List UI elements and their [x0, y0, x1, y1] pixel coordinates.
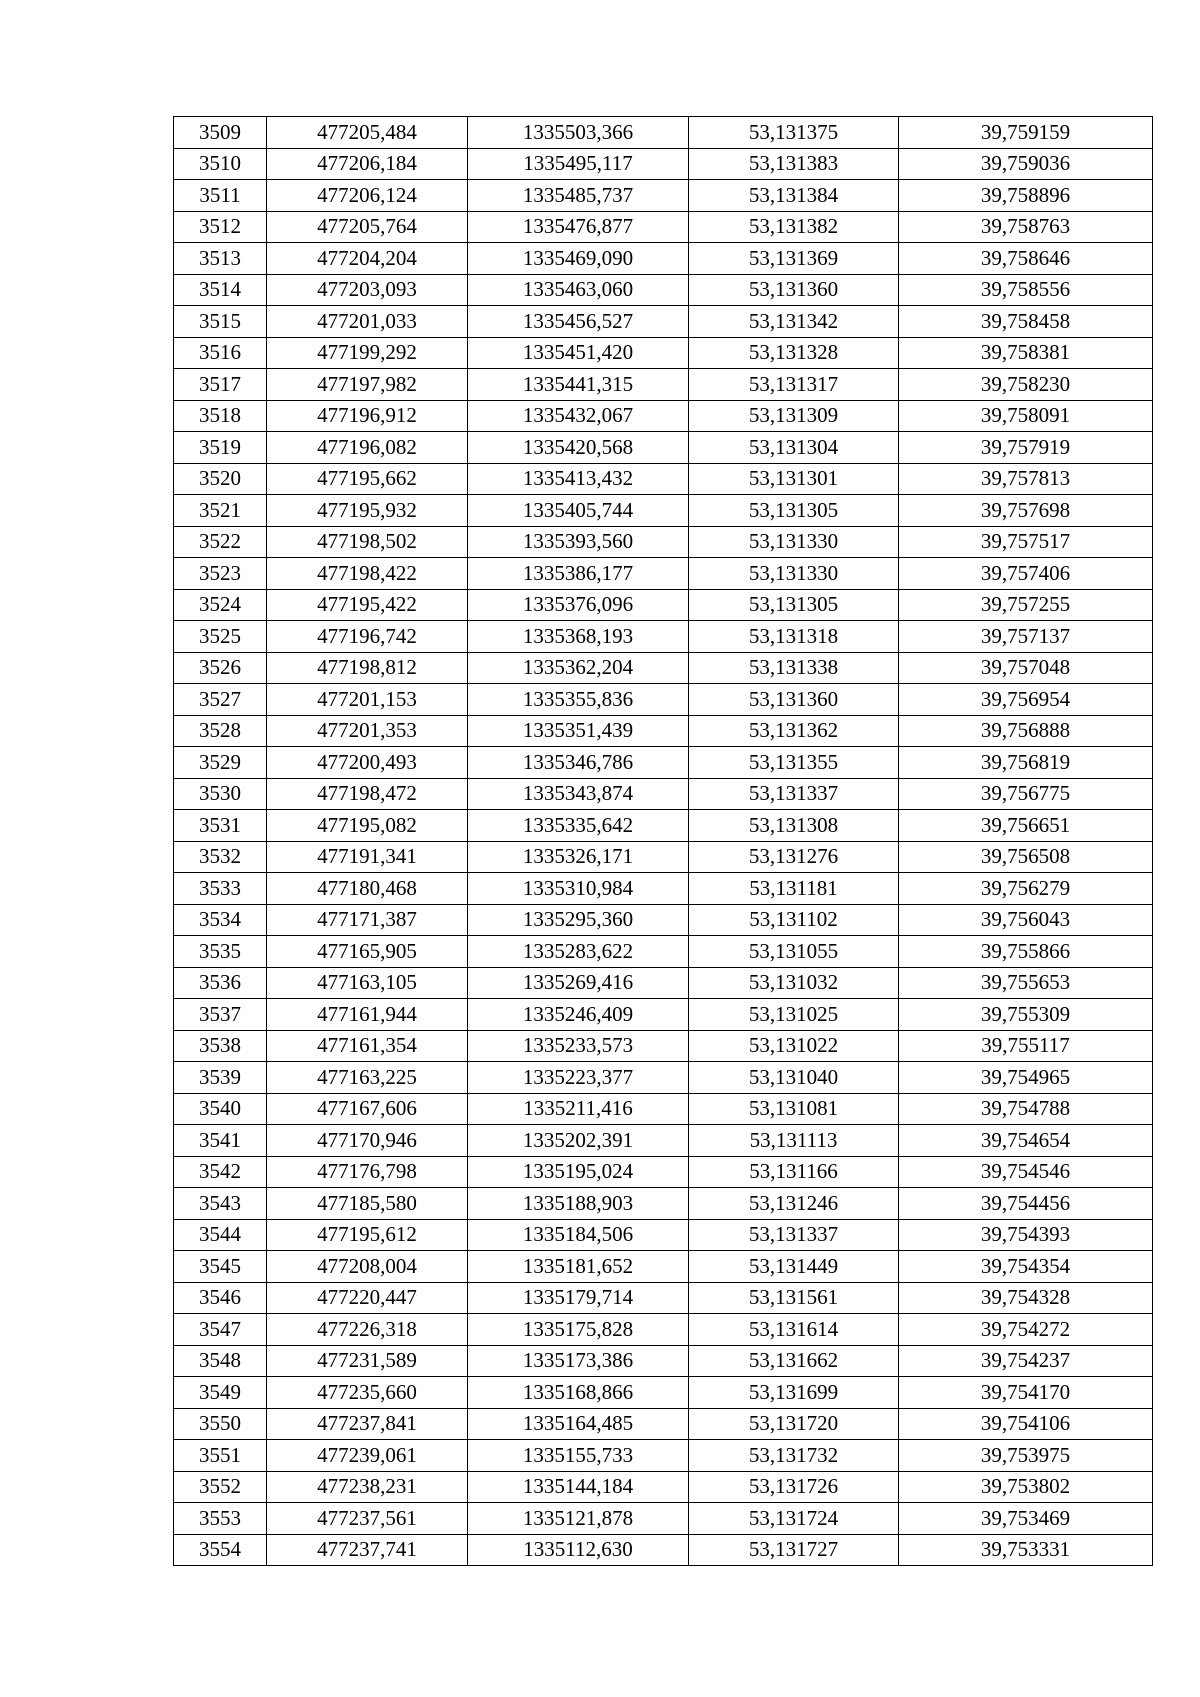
longitude-cell: 39,758896 — [899, 180, 1153, 212]
x-coordinate-cell: 477165,905 — [267, 936, 468, 968]
table-row — [174, 1125, 1153, 1157]
point-number-cell: 3554 — [174, 1534, 267, 1566]
x-coordinate-cell: 477191,341 — [267, 841, 468, 873]
longitude-cell: 39,757406 — [899, 558, 1153, 590]
latitude-cell: 53,131342 — [689, 306, 899, 338]
table-row — [174, 589, 1153, 621]
point-number-cell: 3541 — [174, 1125, 267, 1157]
y-coordinate-cell: 1335351,439 — [468, 715, 689, 747]
table-row — [174, 747, 1153, 779]
point-number-cell: 3525 — [174, 621, 267, 653]
table-row — [174, 1534, 1153, 1566]
longitude-cell: 39,757048 — [899, 652, 1153, 684]
x-coordinate-cell: 477180,468 — [267, 873, 468, 905]
latitude-cell: 53,131369 — [689, 243, 899, 275]
table-row — [174, 243, 1153, 275]
longitude-cell: 39,753975 — [899, 1440, 1153, 1472]
longitude-cell: 39,756508 — [899, 841, 1153, 873]
y-coordinate-cell: 1335393,560 — [468, 526, 689, 558]
latitude-cell: 53,131362 — [689, 715, 899, 747]
y-coordinate-cell: 1335485,737 — [468, 180, 689, 212]
point-number-cell: 3521 — [174, 495, 267, 527]
longitude-cell: 39,756888 — [899, 715, 1153, 747]
longitude-cell: 39,755653 — [899, 967, 1153, 999]
point-number-cell: 3539 — [174, 1062, 267, 1094]
table-row — [174, 463, 1153, 495]
x-coordinate-cell: 477205,484 — [267, 117, 468, 149]
y-coordinate-cell: 1335326,171 — [468, 841, 689, 873]
latitude-cell: 53,131309 — [689, 400, 899, 432]
x-coordinate-cell: 477201,033 — [267, 306, 468, 338]
y-coordinate-cell: 1335184,506 — [468, 1219, 689, 1251]
latitude-cell: 53,131113 — [689, 1125, 899, 1157]
table-row — [174, 1282, 1153, 1314]
longitude-cell: 39,757255 — [899, 589, 1153, 621]
latitude-cell: 53,131025 — [689, 999, 899, 1031]
x-coordinate-cell: 477201,353 — [267, 715, 468, 747]
longitude-cell: 39,755309 — [899, 999, 1153, 1031]
x-coordinate-cell: 477226,318 — [267, 1314, 468, 1346]
table-row — [174, 558, 1153, 590]
point-number-cell: 3526 — [174, 652, 267, 684]
table-row — [174, 999, 1153, 1031]
latitude-cell: 53,131328 — [689, 337, 899, 369]
x-coordinate-cell: 477239,061 — [267, 1440, 468, 1472]
table-row — [174, 1377, 1153, 1409]
point-number-cell: 3543 — [174, 1188, 267, 1220]
latitude-cell: 53,131383 — [689, 148, 899, 180]
y-coordinate-cell: 1335343,874 — [468, 778, 689, 810]
table-row — [174, 495, 1153, 527]
x-coordinate-cell: 477203,093 — [267, 274, 468, 306]
y-coordinate-cell: 1335121,878 — [468, 1503, 689, 1535]
y-coordinate-cell: 1335181,652 — [468, 1251, 689, 1283]
latitude-cell: 53,131726 — [689, 1471, 899, 1503]
y-coordinate-cell: 1335173,386 — [468, 1345, 689, 1377]
y-coordinate-cell: 1335155,733 — [468, 1440, 689, 1472]
x-coordinate-cell: 477208,004 — [267, 1251, 468, 1283]
y-coordinate-cell: 1335469,090 — [468, 243, 689, 275]
y-coordinate-cell: 1335195,024 — [468, 1156, 689, 1188]
y-coordinate-cell: 1335386,177 — [468, 558, 689, 590]
point-number-cell: 3522 — [174, 526, 267, 558]
longitude-cell: 39,754654 — [899, 1125, 1153, 1157]
x-coordinate-cell: 477195,662 — [267, 463, 468, 495]
y-coordinate-cell: 1335233,573 — [468, 1030, 689, 1062]
point-number-cell: 3544 — [174, 1219, 267, 1251]
x-coordinate-cell: 477231,589 — [267, 1345, 468, 1377]
table-row — [174, 1251, 1153, 1283]
y-coordinate-cell: 1335476,877 — [468, 211, 689, 243]
table-row — [174, 369, 1153, 401]
longitude-cell: 39,758556 — [899, 274, 1153, 306]
table-row — [174, 180, 1153, 212]
latitude-cell: 53,131330 — [689, 558, 899, 590]
y-coordinate-cell: 1335246,409 — [468, 999, 689, 1031]
x-coordinate-cell: 477163,105 — [267, 967, 468, 999]
x-coordinate-cell: 477199,292 — [267, 337, 468, 369]
table-row — [174, 1188, 1153, 1220]
table-row — [174, 1345, 1153, 1377]
y-coordinate-cell: 1335175,828 — [468, 1314, 689, 1346]
y-coordinate-cell: 1335405,744 — [468, 495, 689, 527]
y-coordinate-cell: 1335211,416 — [468, 1093, 689, 1125]
longitude-cell: 39,754788 — [899, 1093, 1153, 1125]
latitude-cell: 53,131055 — [689, 936, 899, 968]
latitude-cell: 53,131032 — [689, 967, 899, 999]
y-coordinate-cell: 1335283,622 — [468, 936, 689, 968]
y-coordinate-cell: 1335495,117 — [468, 148, 689, 180]
table-row — [174, 621, 1153, 653]
latitude-cell: 53,131337 — [689, 1219, 899, 1251]
table-row — [174, 1440, 1153, 1472]
latitude-cell: 53,131102 — [689, 904, 899, 936]
y-coordinate-cell: 1335451,420 — [468, 337, 689, 369]
longitude-cell: 39,755117 — [899, 1030, 1153, 1062]
longitude-cell: 39,757919 — [899, 432, 1153, 464]
y-coordinate-cell: 1335112,630 — [468, 1534, 689, 1566]
y-coordinate-cell: 1335368,193 — [468, 621, 689, 653]
table-row — [174, 936, 1153, 968]
longitude-cell: 39,754456 — [899, 1188, 1153, 1220]
latitude-cell: 53,131449 — [689, 1251, 899, 1283]
point-number-cell: 3550 — [174, 1408, 267, 1440]
longitude-cell: 39,753802 — [899, 1471, 1153, 1503]
table-row — [174, 778, 1153, 810]
point-number-cell: 3518 — [174, 400, 267, 432]
table-row — [174, 1314, 1153, 1346]
point-number-cell: 3514 — [174, 274, 267, 306]
latitude-cell: 53,131081 — [689, 1093, 899, 1125]
point-number-cell: 3537 — [174, 999, 267, 1031]
point-number-cell: 3536 — [174, 967, 267, 999]
longitude-cell: 39,759159 — [899, 117, 1153, 149]
x-coordinate-cell: 477196,742 — [267, 621, 468, 653]
latitude-cell: 53,131330 — [689, 526, 899, 558]
table-row — [174, 211, 1153, 243]
longitude-cell: 39,756043 — [899, 904, 1153, 936]
x-coordinate-cell: 477161,944 — [267, 999, 468, 1031]
latitude-cell: 53,131720 — [689, 1408, 899, 1440]
y-coordinate-cell: 1335168,866 — [468, 1377, 689, 1409]
table-row — [174, 432, 1153, 464]
y-coordinate-cell: 1335376,096 — [468, 589, 689, 621]
point-number-cell: 3535 — [174, 936, 267, 968]
table-row — [174, 684, 1153, 716]
latitude-cell: 53,131699 — [689, 1377, 899, 1409]
latitude-cell: 53,131022 — [689, 1030, 899, 1062]
table-row — [174, 337, 1153, 369]
table-row — [174, 1503, 1153, 1535]
x-coordinate-cell: 477206,184 — [267, 148, 468, 180]
table-row — [174, 904, 1153, 936]
point-number-cell: 3515 — [174, 306, 267, 338]
x-coordinate-cell: 477198,812 — [267, 652, 468, 684]
y-coordinate-cell: 1335269,416 — [468, 967, 689, 999]
longitude-cell: 39,758381 — [899, 337, 1153, 369]
x-coordinate-cell: 477163,225 — [267, 1062, 468, 1094]
point-number-cell: 3538 — [174, 1030, 267, 1062]
longitude-cell: 39,757813 — [899, 463, 1153, 495]
point-number-cell: 3534 — [174, 904, 267, 936]
y-coordinate-cell: 1335188,903 — [468, 1188, 689, 1220]
longitude-cell: 39,753331 — [899, 1534, 1153, 1566]
point-number-cell: 3529 — [174, 747, 267, 779]
longitude-cell: 39,756954 — [899, 684, 1153, 716]
y-coordinate-cell: 1335310,984 — [468, 873, 689, 905]
point-number-cell: 3516 — [174, 337, 267, 369]
latitude-cell: 53,131724 — [689, 1503, 899, 1535]
latitude-cell: 53,131305 — [689, 495, 899, 527]
table-row — [174, 1093, 1153, 1125]
latitude-cell: 53,131308 — [689, 810, 899, 842]
point-number-cell: 3530 — [174, 778, 267, 810]
x-coordinate-cell: 477171,387 — [267, 904, 468, 936]
y-coordinate-cell: 1335362,204 — [468, 652, 689, 684]
latitude-cell: 53,131276 — [689, 841, 899, 873]
point-number-cell: 3533 — [174, 873, 267, 905]
point-number-cell: 3546 — [174, 1282, 267, 1314]
table-row — [174, 873, 1153, 905]
longitude-cell: 39,758091 — [899, 400, 1153, 432]
x-coordinate-cell: 477237,841 — [267, 1408, 468, 1440]
longitude-cell: 39,754237 — [899, 1345, 1153, 1377]
table-row — [174, 117, 1153, 149]
y-coordinate-cell: 1335164,485 — [468, 1408, 689, 1440]
x-coordinate-cell: 477205,764 — [267, 211, 468, 243]
longitude-cell: 39,759036 — [899, 148, 1153, 180]
point-number-cell: 3551 — [174, 1440, 267, 1472]
latitude-cell: 53,131337 — [689, 778, 899, 810]
x-coordinate-cell: 477198,502 — [267, 526, 468, 558]
table-row — [174, 148, 1153, 180]
point-number-cell: 3509 — [174, 117, 267, 149]
point-number-cell: 3524 — [174, 589, 267, 621]
longitude-cell: 39,757698 — [899, 495, 1153, 527]
latitude-cell: 53,131338 — [689, 652, 899, 684]
x-coordinate-cell: 477195,612 — [267, 1219, 468, 1251]
x-coordinate-cell: 477238,231 — [267, 1471, 468, 1503]
y-coordinate-cell: 1335335,642 — [468, 810, 689, 842]
latitude-cell: 53,131732 — [689, 1440, 899, 1472]
table-row — [174, 652, 1153, 684]
table-row — [174, 841, 1153, 873]
y-coordinate-cell: 1335456,527 — [468, 306, 689, 338]
point-number-cell: 3520 — [174, 463, 267, 495]
table-row — [174, 1219, 1153, 1251]
point-number-cell: 3528 — [174, 715, 267, 747]
latitude-cell: 53,131561 — [689, 1282, 899, 1314]
table-row — [174, 400, 1153, 432]
latitude-cell: 53,131040 — [689, 1062, 899, 1094]
point-number-cell: 3548 — [174, 1345, 267, 1377]
latitude-cell: 53,131727 — [689, 1534, 899, 1566]
longitude-cell: 39,753469 — [899, 1503, 1153, 1535]
longitude-cell: 39,754272 — [899, 1314, 1153, 1346]
x-coordinate-cell: 477237,741 — [267, 1534, 468, 1566]
x-coordinate-cell: 477161,354 — [267, 1030, 468, 1062]
x-coordinate-cell: 477198,472 — [267, 778, 468, 810]
table-row — [174, 306, 1153, 338]
table-row — [174, 526, 1153, 558]
longitude-cell: 39,758763 — [899, 211, 1153, 243]
latitude-cell: 53,131181 — [689, 873, 899, 905]
point-number-cell: 3542 — [174, 1156, 267, 1188]
latitude-cell: 53,131318 — [689, 621, 899, 653]
longitude-cell: 39,754546 — [899, 1156, 1153, 1188]
point-number-cell: 3512 — [174, 211, 267, 243]
y-coordinate-cell: 1335144,184 — [468, 1471, 689, 1503]
latitude-cell: 53,131317 — [689, 369, 899, 401]
table-row — [174, 1156, 1153, 1188]
y-coordinate-cell: 1335223,377 — [468, 1062, 689, 1094]
latitude-cell: 53,131355 — [689, 747, 899, 779]
longitude-cell: 39,754328 — [899, 1282, 1153, 1314]
point-number-cell: 3545 — [174, 1251, 267, 1283]
x-coordinate-cell: 477185,580 — [267, 1188, 468, 1220]
longitude-cell: 39,758458 — [899, 306, 1153, 338]
table-row — [174, 1062, 1153, 1094]
point-number-cell: 3553 — [174, 1503, 267, 1535]
latitude-cell: 53,131304 — [689, 432, 899, 464]
longitude-cell: 39,756819 — [899, 747, 1153, 779]
latitude-cell: 53,131614 — [689, 1314, 899, 1346]
y-coordinate-cell: 1335413,432 — [468, 463, 689, 495]
x-coordinate-cell: 477167,606 — [267, 1093, 468, 1125]
x-coordinate-cell: 477237,561 — [267, 1503, 468, 1535]
x-coordinate-cell: 477195,422 — [267, 589, 468, 621]
latitude-cell: 53,131360 — [689, 274, 899, 306]
latitude-cell: 53,131384 — [689, 180, 899, 212]
x-coordinate-cell: 477204,204 — [267, 243, 468, 275]
x-coordinate-cell: 477200,493 — [267, 747, 468, 779]
longitude-cell: 39,755866 — [899, 936, 1153, 968]
y-coordinate-cell: 1335346,786 — [468, 747, 689, 779]
longitude-cell: 39,758230 — [899, 369, 1153, 401]
x-coordinate-cell: 477196,912 — [267, 400, 468, 432]
point-number-cell: 3552 — [174, 1471, 267, 1503]
longitude-cell: 39,757137 — [899, 621, 1153, 653]
y-coordinate-cell: 1335503,366 — [468, 117, 689, 149]
x-coordinate-cell: 477170,946 — [267, 1125, 468, 1157]
coordinates-table — [173, 116, 1153, 1566]
point-number-cell: 3523 — [174, 558, 267, 590]
latitude-cell: 53,131246 — [689, 1188, 899, 1220]
x-coordinate-cell: 477198,422 — [267, 558, 468, 590]
latitude-cell: 53,131360 — [689, 684, 899, 716]
point-number-cell: 3532 — [174, 841, 267, 873]
y-coordinate-cell: 1335420,568 — [468, 432, 689, 464]
x-coordinate-cell: 477196,082 — [267, 432, 468, 464]
longitude-cell: 39,754393 — [899, 1219, 1153, 1251]
y-coordinate-cell: 1335432,067 — [468, 400, 689, 432]
longitude-cell: 39,756279 — [899, 873, 1153, 905]
point-number-cell: 3517 — [174, 369, 267, 401]
latitude-cell: 53,131301 — [689, 463, 899, 495]
table-row — [174, 1408, 1153, 1440]
x-coordinate-cell: 477176,798 — [267, 1156, 468, 1188]
x-coordinate-cell: 477206,124 — [267, 180, 468, 212]
y-coordinate-cell: 1335295,360 — [468, 904, 689, 936]
point-number-cell: 3510 — [174, 148, 267, 180]
coordinates-table-body — [174, 117, 1153, 1566]
table-row — [174, 967, 1153, 999]
longitude-cell: 39,754354 — [899, 1251, 1153, 1283]
point-number-cell: 3527 — [174, 684, 267, 716]
point-number-cell: 3549 — [174, 1377, 267, 1409]
x-coordinate-cell: 477195,082 — [267, 810, 468, 842]
table-row — [174, 1471, 1153, 1503]
longitude-cell: 39,756775 — [899, 778, 1153, 810]
point-number-cell: 3519 — [174, 432, 267, 464]
latitude-cell: 53,131375 — [689, 117, 899, 149]
x-coordinate-cell: 477220,447 — [267, 1282, 468, 1314]
point-number-cell: 3547 — [174, 1314, 267, 1346]
x-coordinate-cell: 477197,982 — [267, 369, 468, 401]
table-row — [174, 1030, 1153, 1062]
y-coordinate-cell: 1335441,315 — [468, 369, 689, 401]
table-row — [174, 274, 1153, 306]
x-coordinate-cell: 477235,660 — [267, 1377, 468, 1409]
table-row — [174, 715, 1153, 747]
latitude-cell: 53,131166 — [689, 1156, 899, 1188]
longitude-cell: 39,758646 — [899, 243, 1153, 275]
latitude-cell: 53,131382 — [689, 211, 899, 243]
y-coordinate-cell: 1335202,391 — [468, 1125, 689, 1157]
point-number-cell: 3531 — [174, 810, 267, 842]
x-coordinate-cell: 477195,932 — [267, 495, 468, 527]
y-coordinate-cell: 1335355,836 — [468, 684, 689, 716]
y-coordinate-cell: 1335463,060 — [468, 274, 689, 306]
longitude-cell: 39,754170 — [899, 1377, 1153, 1409]
latitude-cell: 53,131305 — [689, 589, 899, 621]
latitude-cell: 53,131662 — [689, 1345, 899, 1377]
point-number-cell: 3511 — [174, 180, 267, 212]
longitude-cell: 39,756651 — [899, 810, 1153, 842]
table-row — [174, 810, 1153, 842]
longitude-cell: 39,754965 — [899, 1062, 1153, 1094]
longitude-cell: 39,754106 — [899, 1408, 1153, 1440]
y-coordinate-cell: 1335179,714 — [468, 1282, 689, 1314]
x-coordinate-cell: 477201,153 — [267, 684, 468, 716]
point-number-cell: 3540 — [174, 1093, 267, 1125]
longitude-cell: 39,757517 — [899, 526, 1153, 558]
point-number-cell: 3513 — [174, 243, 267, 275]
